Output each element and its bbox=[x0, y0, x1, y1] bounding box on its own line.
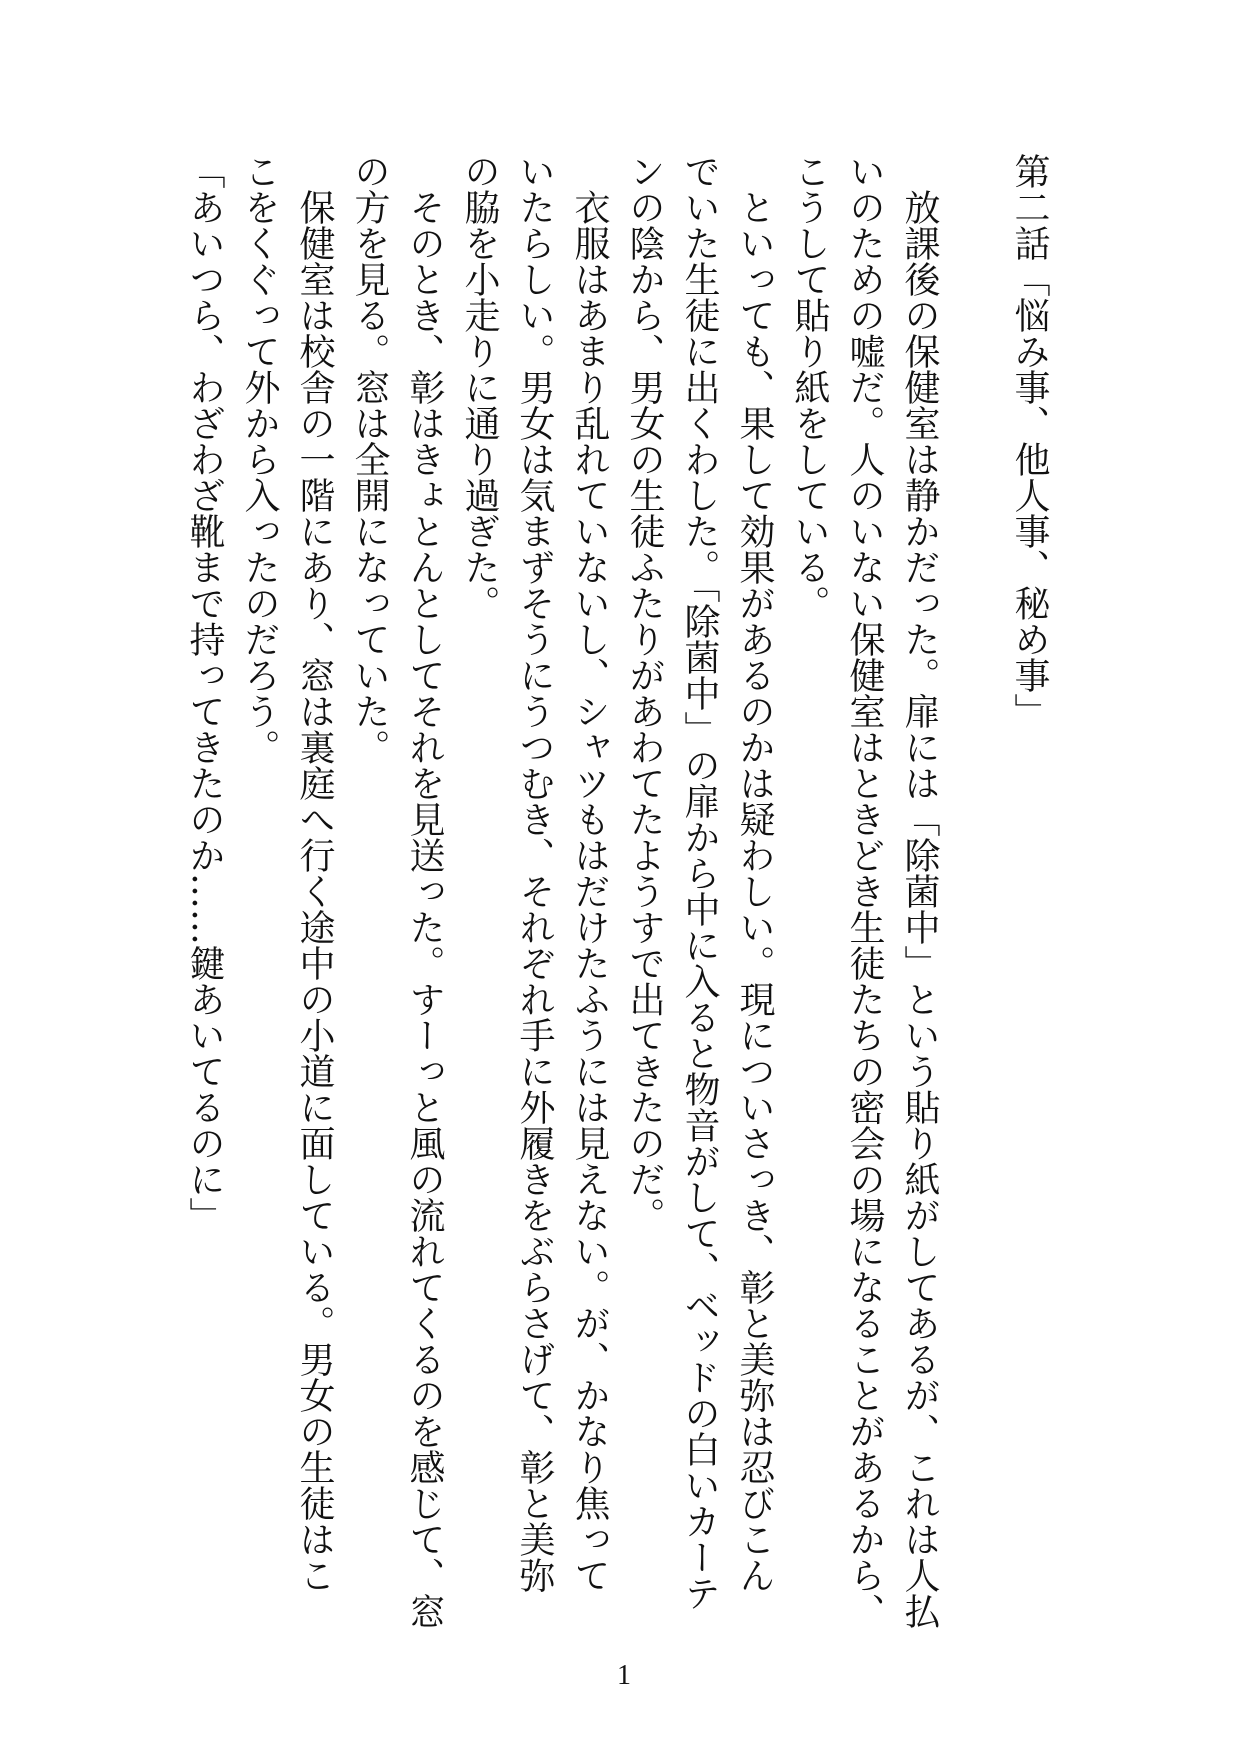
text-line: こをくぐって外から入ったのだろう。 bbox=[239, 153, 280, 765]
dialogue-line: 「あいつら、わざわざ靴まで持ってきたのか……鍵あいてるのに」 bbox=[184, 153, 225, 1233]
text-line: の脇を小走りに通り過ぎた。 bbox=[459, 153, 500, 621]
text-line: の方を見る。窓は全開になっていた。 bbox=[349, 153, 390, 765]
chapter-title: 第二話「悩み事、他人事、秘め事」 bbox=[1009, 153, 1050, 729]
text-line: 放課後の保健室は静かだった。扉には「除菌中」という貼り紙がしてあるが、これは人払 bbox=[899, 189, 940, 1629]
text-line: といっても、果して効果があるのかは疑わしい。現についさっき、彰と美弥は忍びこん bbox=[734, 189, 775, 1593]
text-line: 保健室は校舎の一階にあり、窓は裏庭へ行く途中の小道に面している。男女の生徒はこ bbox=[294, 189, 335, 1593]
text-line: でいた生徒に出くわした。「除菌中」の扉から中に入ると物音がして、ベッドの白いカーテ bbox=[679, 153, 720, 1611]
text-line: 衣服はあまり乱れていないし、シャツもはだけたふうには見えない。が、かなり焦って bbox=[569, 189, 610, 1593]
text-line: そのとき、彰はきょとんとしてそれを見送った。すーっと風の流れてくるのを感じて、窓 bbox=[404, 189, 445, 1629]
text-line: いのための嘘だ。人のいない保健室はときどき生徒たちの密会の場になることがあるから、 bbox=[844, 153, 885, 1629]
text-line: ンの陰から、男女の生徒ふたりがあわてたようすで出てきたのだ。 bbox=[624, 153, 665, 1233]
page-number: 1 bbox=[617, 1660, 631, 1691]
vertical-text-body bbox=[177, 153, 1057, 1629]
text-line: いたらしい。男女は気まずそうにうつむき、それぞれ手に外履きをぶらさげて、彰と美弥 bbox=[514, 153, 555, 1593]
text-line: こうして貼り紙をしている。 bbox=[789, 153, 830, 621]
